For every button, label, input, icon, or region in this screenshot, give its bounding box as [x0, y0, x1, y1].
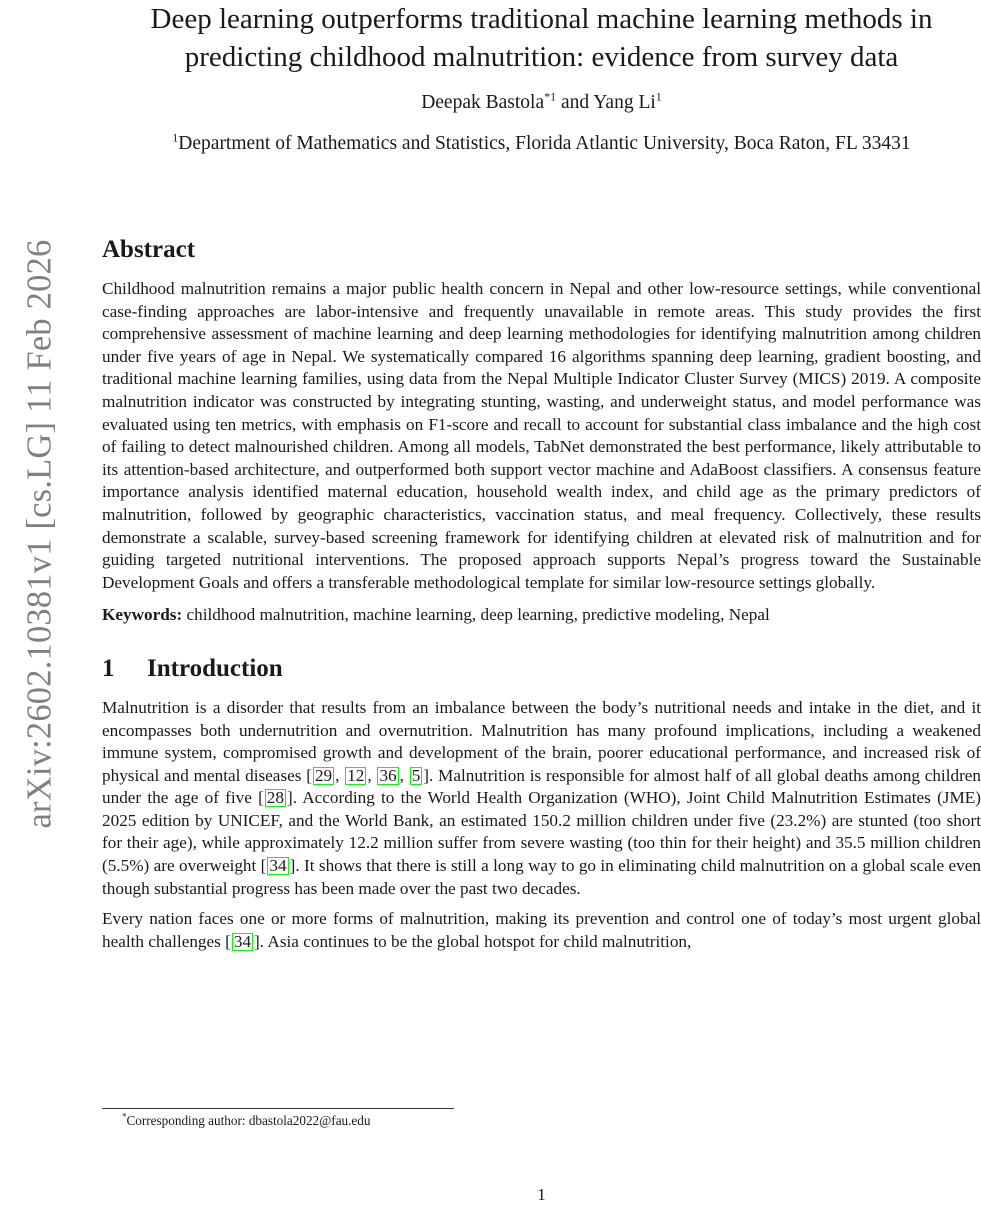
footnote	[122, 1113, 370, 1129]
citation-link[interactable]: 5	[411, 765, 421, 785]
footnote-text: Corresponding author: dbastola2022@fau.edu	[126, 1113, 371, 1128]
citation-link[interactable]: 36	[379, 765, 397, 785]
author-list	[102, 91, 981, 115]
author-1-name: Deepak Bastola	[421, 92, 545, 113]
intro-text: ]. Asia continues to be the global hotspot for child malnutrition,	[254, 931, 692, 951]
arxiv-identifier-stamp: arXiv:2602.10381v1 [cs.LG] 11 Feb 2026	[20, 239, 59, 829]
intro-text: Malnutrition is a disorder that results from an imbalance between the body’s nutritional needs and intake in the diet, and it encompasses both undernutrition and overnutrition. Malnutrition has many profound implications, including a weakened immune system, compromised growth and development of the brain, poorer educational performance, and increased risk of physical and mental diseases [	[102, 697, 981, 785]
intro-text: ]. It shows that there is still a long way to go in eliminating child malnutrition on a global scale even though substantial progress has been made over the past two decades.	[102, 856, 981, 898]
introduction-paragraph-2	[102, 908, 981, 953]
paper-page	[102, 0, 981, 1204]
author-1-marks: *1	[544, 89, 557, 104]
title-line-2: predicting childhood malnutrition: evidence from survey data	[184, 41, 899, 73]
abstract-heading: Abstract	[102, 236, 196, 263]
citation-link[interactable]: 34	[233, 931, 252, 951]
intro-text: ]. Malnutrition is responsible for almost half of all global deaths among children under the age of five [	[102, 765, 981, 808]
affiliation-text: Department of Mathematics and Statistics, Florida Atlantic University, Boca Raton, FL 33431	[178, 133, 911, 154]
paper-title	[102, 0, 981, 76]
introduction-heading	[102, 655, 981, 683]
keywords-line	[102, 604, 981, 627]
author-conjunction: and	[560, 92, 590, 113]
footnote-mark: *	[122, 1111, 127, 1122]
abstract-body: Childhood malnutrition remains a major public health concern in Nepal and other low-resource settings, while conventional case-finding approaches are labor-intensive and frequently unavailable in remote areas. This study provides the first comprehensive assessment of machine learning and deep learning methodologies for identifying malnutrition among children under five years of age in Nepal. We systematically compared 16 algorithms spanning deep learning, gradient boosting, and traditional machine learning families, using data from the Nepal Multiple Indicator Cluster Survey (MICS) 2019. A composite malnutrition indicator was constructed by integrating stunting, wasting, and underweight status, and model performance was evaluated using ten metrics, with emphasis on F1-score and recall to account for substantial class imbalance and the high cost of failing to detect malnourished children. Among all models, TabNet demonstrated the best performance, likely attributable to its attention-based architecture, and outperformed both support vector machine and AdaBoost classifiers. A consensus feature importance analysis identified maternal education, household wealth index, and child age as the primary predictors of malnutrition, followed by geographic characteristics, vaccination status, and meal frequency. Collectively, these results demonstrate a scalable, survey-based screening framework for identifying children at elevated risk of malnutrition and for guiding targeted nutritional interventions. The proposed approach supports Nepal’s progress toward the Sustainable Development Goals and offers a transferable methodological template for similar low-resource settings globally.	[102, 279, 981, 592]
affiliation	[102, 132, 981, 156]
section-title: Introduction	[147, 654, 283, 682]
intro-text: ]. According to the World Health Organization (WHO), Joint Child Malnutrition Estimates (JME) 2025 edition by UNICEF, and the World Bank, an estimated 150.2 million children under five (23.2%) are stunted (too short for their age), while approximately 12.2 million suffer from severe wasting (too thin for their height) and 35.5 million children (5.5%) are overweight [	[102, 788, 981, 876]
title-line-1: Deep learning outperforms traditional machine learning methods in	[150, 3, 933, 35]
section-number: 1	[102, 654, 115, 682]
citation-link[interactable]: 29	[314, 765, 333, 785]
citation-link[interactable]: 28	[266, 788, 284, 808]
keywords-text: childhood malnutrition, machine learning, deep learning, predictive modeling, Nepal	[186, 605, 770, 625]
citation-link[interactable]: 34	[269, 856, 287, 876]
citation-link[interactable]: 12	[347, 765, 365, 785]
author-2-marks: 1	[655, 89, 662, 104]
keywords-label: Keywords:	[102, 605, 183, 625]
affiliation-mark: 1	[172, 130, 179, 145]
footnote-divider	[102, 1108, 454, 1109]
page-number: 1	[537, 1185, 546, 1204]
author-2-name: Yang Li	[593, 92, 656, 113]
intro-text: Every nation faces one or more forms of malnutrition, making its prevention and control one of today’s most urgent global health challenges [	[102, 909, 981, 951]
introduction-paragraph-1: Malnutrition is a disorder that results from an imbalance between the body’s nutritional needs and intake in the diet, and it encompasses both undernutrition and overnutrition. Malnutrition has many profound implications, including a weakened immune system, compromised growth and development of the brain, poorer educational performance, and increased risk of physical and mental diseases [ 29 , 12 , 36 , 5 ]. Malnutrition is responsible for almost half of all global deaths among children under the age of five [ 28 ]. According to the World Health Organization (WHO), Joint Child Malnutrition Estimates (JME) 2025 edition by UNICEF, and the World Bank, an estimated 150.2 million children under five (23.2%) are stunted (too short for their age), while approximately 12.2 million suffer from severe wasting (too thin for their height) and 35.5 million children (5.5%) are overweight [ 34 ]. It shows that there is still a long way to go in eliminating child malnutrition on a global scale even though substantial progress has been made over the past two decades.	[102, 697, 981, 898]
